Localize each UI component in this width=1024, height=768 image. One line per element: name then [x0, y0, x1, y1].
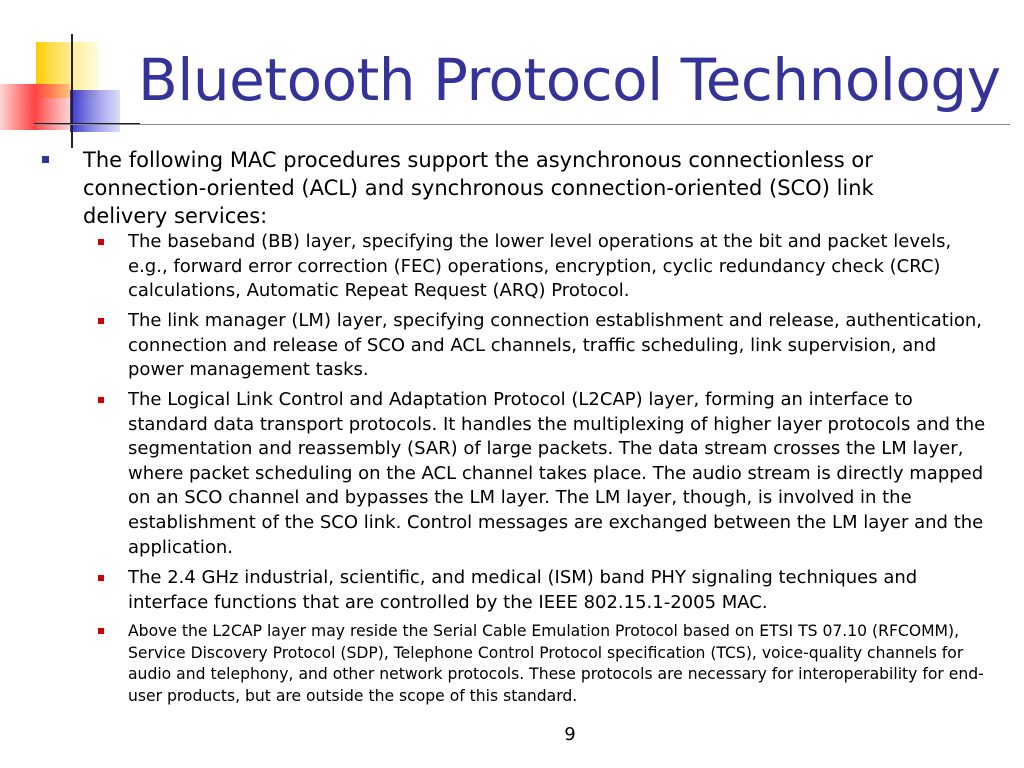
- sub-bullet-text: Above the L2CAP layer may reside the Serial Cable Emulation Protocol based on ETSI TS 07.10 (RFCOMM), Service Discovery Protocol (SDP), Telephone Control Protocol specification (TCS), voice-quality channels for audio and telephony, and other network protocols. These protocols are necessary for interoperability for end-user products, but are outside the scope of this standard.: [128, 622, 984, 705]
- square-bullet-icon: [98, 318, 104, 324]
- sub-bullet-text: The Logical Link Control and Adaptation Protocol (L2CAP) layer, forming an interface to standard data transport protocols. It handles the multiplexing of higher layer protocols and the segmentation and reassembly (SAR) of large packets. The data stream crosses the LM layer, where packet scheduling on the ACL channel takes place. The audio stream is directly mapped on an SCO channel and bypasses the LM layer. The LM layer, though, is involved in the establishment of the SCO link. Control messages are exchanged between the LM layer and the application.: [128, 389, 986, 558]
- square-bullet-icon: [98, 575, 104, 581]
- square-bullet-icon: [98, 628, 104, 634]
- page-number: 9: [564, 724, 576, 745]
- square-bullet-icon: [98, 239, 104, 245]
- sub-bullet-text: The baseband (BB) layer, specifying the lower level operations at the bit and packet levels, e.g., forward error correction (FEC) operations, encryption, cyclic redundancy check (CRC) calculations, Automatic Repeat Request (ARQ) Protocol.: [128, 231, 952, 302]
- slide-title: Bluetooth Protocol Technology: [138, 46, 1001, 114]
- corner-decoration: [0, 0, 140, 150]
- main-bullet-text: The following MAC procedures support the asynchronous connectionless or connection-oriented (ACL) and synchronous connection-oriented (SCO) link delivery services:: [83, 148, 874, 228]
- square-bullet-icon: [42, 156, 49, 163]
- sub-bullet-text: The link manager (LM) layer, specifying connection establishment and release, authentication, connection and release of SCO and ACL channels, traffic scheduling, link supervision, and power management tasks.: [128, 310, 982, 381]
- sub-bullet-text: The 2.4 GHz industrial, scientific, and medical (ISM) band PHY signaling techniques and interface functions that are controlled by the IEEE 802.15.1-2005 MAC.: [128, 567, 918, 613]
- title-divider: [34, 124, 1010, 125]
- square-bullet-icon: [98, 397, 104, 403]
